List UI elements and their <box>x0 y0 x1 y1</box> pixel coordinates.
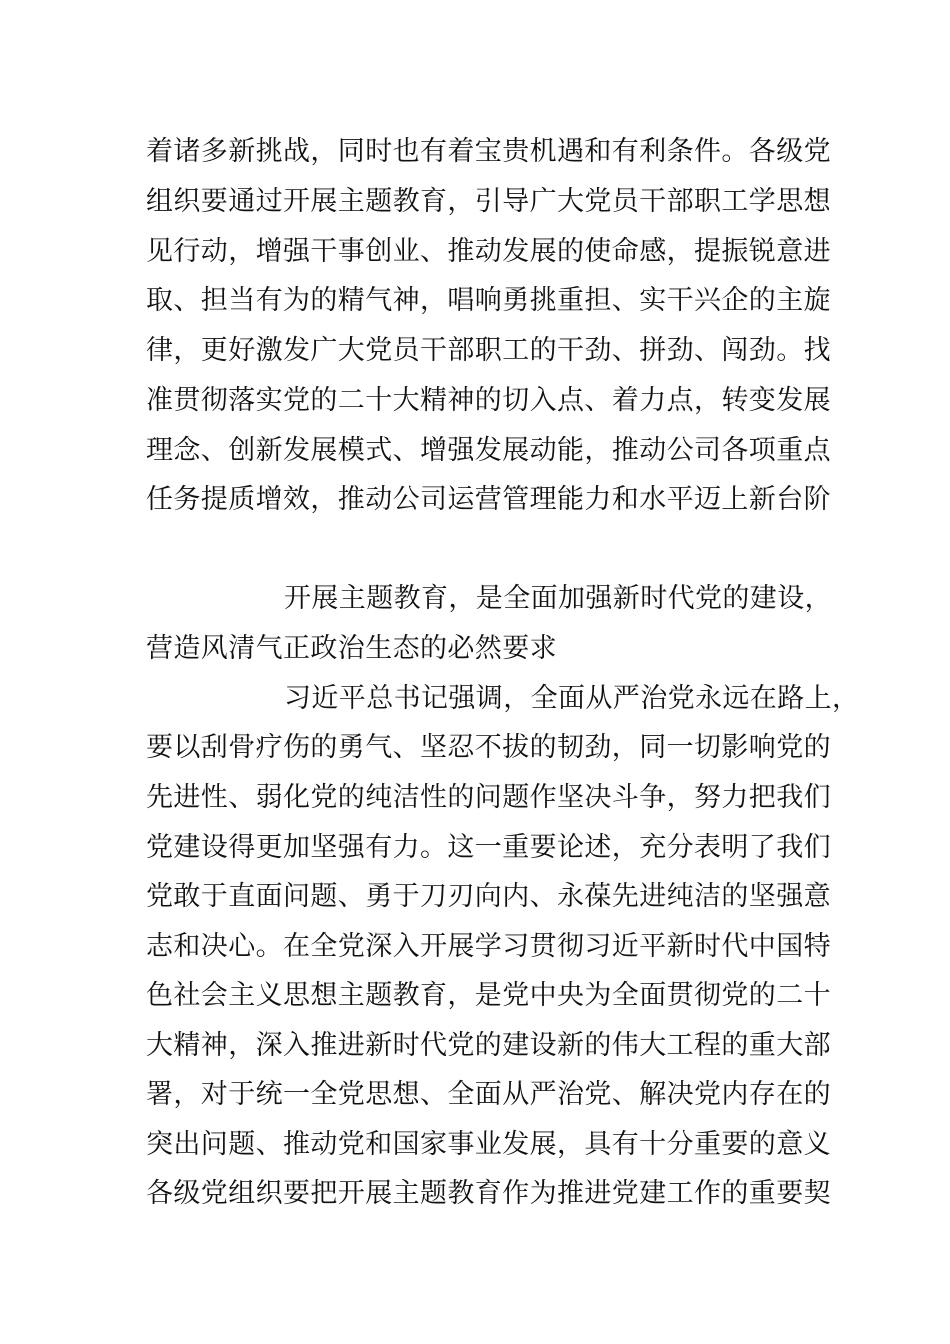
text-line: 先进性、弱化党的纯洁性的问题作坚决斗争，努力把我们 <box>146 782 831 813</box>
text-line: 组织要通过开展主题教育，引导广大党员干部职工学思想 <box>146 186 831 217</box>
text-line: 各级党组织要把开展主题教育作为推进党建工作的重要契 <box>146 1178 831 1209</box>
text-line: 署，对于统一全党思想、全面从严治党、解决党内存在的 <box>146 1079 831 1110</box>
text-line: 准贯彻落实党的二十大精神的切入点、着力点，转变发展 <box>146 385 831 416</box>
text-line: 习近平总书记强调，全面从严治党永远在路上， <box>284 683 860 714</box>
text-line: 着诸多新挑战，同时也有着宝贵机遇和有利条件。各级党 <box>146 136 831 167</box>
text-line: 大精神，深入推进新时代党的建设新的伟大工程的重大部 <box>146 1030 831 1061</box>
heading-line: 开展主题教育，是全面加强新时代党的建设， <box>284 583 832 614</box>
text-line: 任务提质增效，推动公司运营管理能力和水平迈上新台阶 <box>146 484 831 515</box>
text-line: 党建设得更加坚强有力。这一重要论述，充分表明了我们 <box>146 832 831 863</box>
text-line: 要以刮骨疗伤的勇气、坚忍不拔的韧劲，同一切影响党的 <box>146 732 831 763</box>
text-line: 理念、创新发展模式、增强发展动能，推动公司各项重点 <box>146 435 831 466</box>
heading-line: 营造风清气正政治生态的必然要求 <box>146 633 557 664</box>
text-line: 取、担当有为的精气神，唱响勇挑重担、实干兴企的主旋 <box>146 285 831 316</box>
text-line: 志和决心。在全党深入开展学习贯彻习近平新时代中国特 <box>146 931 831 962</box>
text-line: 党敢于直面问题、勇于刀刃向内、永葆先进纯洁的坚强意 <box>146 881 831 912</box>
text-line: 律，更好激发广大党员干部职工的干劲、拼劲、闯劲。找 <box>146 335 831 366</box>
text-line: 见行动，增强干事创业、推动发展的使命感，提振锐意进 <box>146 236 831 267</box>
text-line: 突出问题、推动党和国家事业发展，具有十分重要的意义 <box>146 1129 831 1160</box>
text-line: 色社会主义思想主题教育，是党中央为全面贯彻党的二十 <box>146 980 831 1011</box>
